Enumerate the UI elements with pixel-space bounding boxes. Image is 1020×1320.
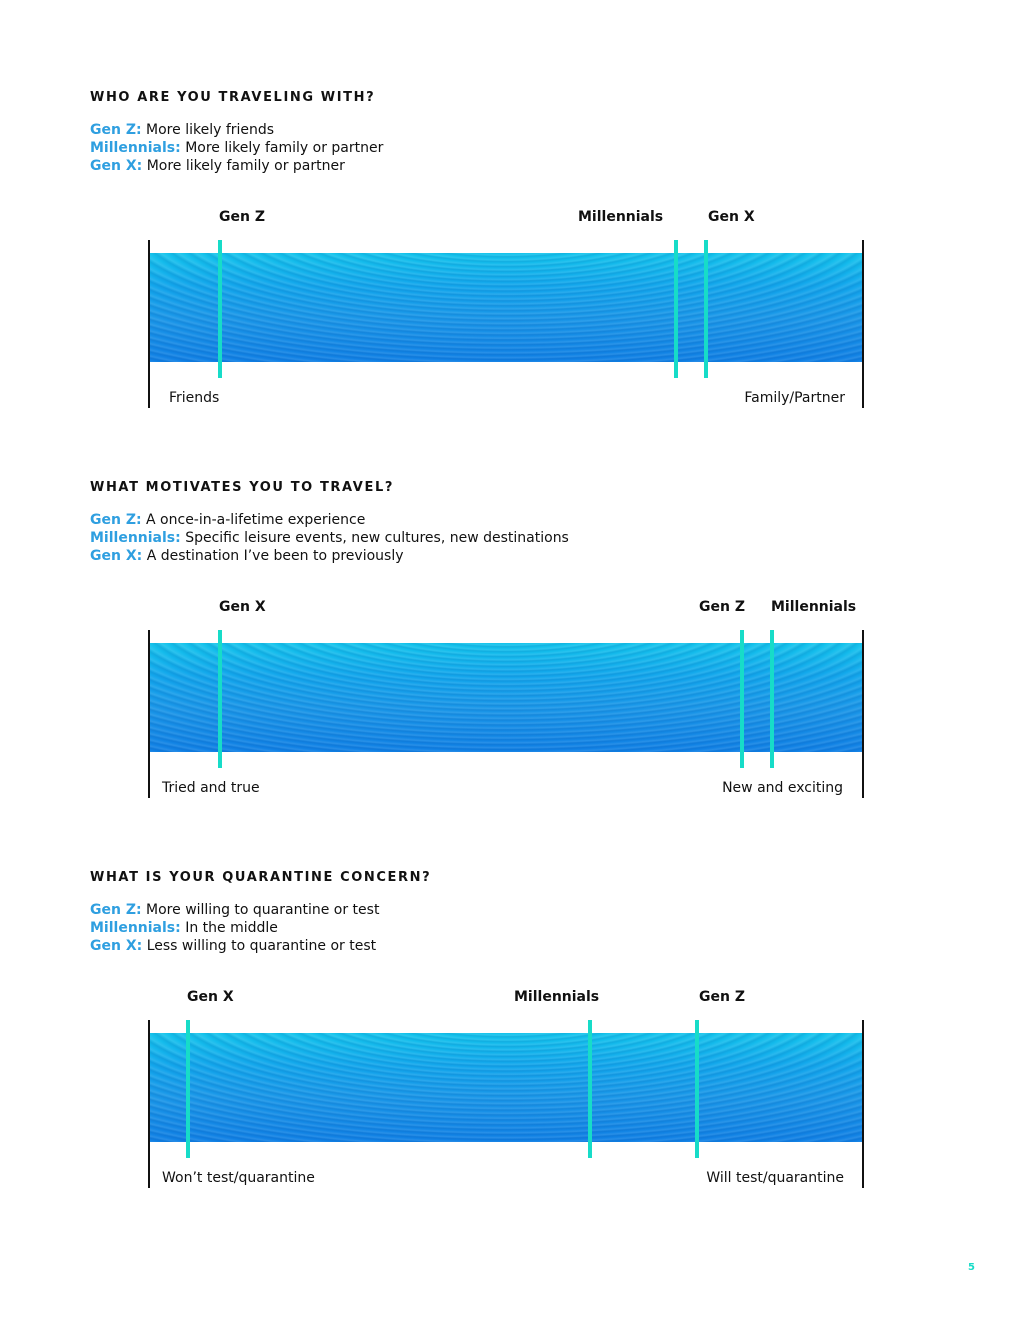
axis-left-label: Friends [169, 390, 220, 406]
summary-text: More likely family or partner [185, 140, 384, 156]
spectrum-right-end [862, 240, 864, 408]
spectrum-right-end [862, 630, 864, 798]
summary-line-millennials [90, 529, 569, 547]
summary-line-millennials [90, 139, 383, 157]
marker-gen-x [704, 240, 708, 378]
marker-gen-z [740, 630, 744, 768]
spectrum-bar [149, 1033, 863, 1142]
section-heading: WHO ARE YOU TRAVELING WITH? [90, 90, 376, 105]
marker-millennials [588, 1020, 592, 1158]
generation-summary [90, 901, 379, 955]
gen-x-label: Gen X: [90, 938, 143, 954]
gen-x-label: Gen X: [90, 548, 143, 564]
gen-z-label: Gen Z: [90, 512, 142, 528]
millennials-label: Millennials: [90, 530, 181, 546]
section-heading: WHAT IS YOUR QUARANTINE CONCERN? [90, 870, 432, 885]
generation-summary [90, 121, 383, 175]
gen-z-label: Gen Z: [90, 122, 142, 138]
marker-gen-x [186, 1020, 190, 1158]
marker-label-gen-z: Gen Z [699, 599, 745, 615]
millennials-label: Millennials: [90, 140, 181, 156]
section-motivation [0, 480, 1020, 870]
summary-line-gen-z [90, 901, 379, 919]
marker-millennials [674, 240, 678, 378]
page-number: 5 [968, 1262, 975, 1273]
marker-label-gen-z: Gen Z [219, 209, 265, 225]
spectrum-left-end [148, 240, 150, 408]
summary-text: In the middle [185, 920, 278, 936]
marker-gen-z [695, 1020, 699, 1158]
marker-millennials [770, 630, 774, 768]
summary-line-gen-x [90, 937, 379, 955]
summary-text: A destination I’ve been to previously [146, 548, 404, 564]
spectrum-left-end [148, 630, 150, 798]
axis-right-label: New and exciting [722, 780, 843, 796]
marker-label-gen-x: Gen X [219, 599, 266, 615]
axis-left-label: Tried and true [162, 780, 260, 796]
section-heading: WHAT MOTIVATES YOU TO TRAVEL? [90, 480, 394, 495]
summary-text: More likely friends [146, 122, 275, 138]
summary-text: Less willing to quarantine or test [146, 938, 377, 954]
spectrum-bar [149, 643, 863, 752]
marker-gen-x [218, 630, 222, 768]
summary-text: A once-in-a-lifetime experience [146, 512, 366, 528]
marker-label-millennials: Millennials [578, 209, 664, 225]
summary-text: Specific leisure events, new cultures, new destinations [185, 530, 569, 546]
gen-z-label: Gen Z: [90, 902, 142, 918]
summary-line-millennials [90, 919, 379, 937]
summary-line-gen-x [90, 157, 383, 175]
marker-label-gen-x: Gen X [708, 209, 755, 225]
summary-line-gen-x [90, 547, 569, 565]
gen-x-label: Gen X: [90, 158, 143, 174]
marker-gen-z [218, 240, 222, 378]
marker-label-millennials: Millennials [771, 599, 857, 615]
summary-line-gen-z [90, 121, 383, 139]
millennials-label: Millennials: [90, 920, 181, 936]
spectrum-left-end [148, 1020, 150, 1188]
section-traveling-with [0, 90, 1020, 480]
summary-line-gen-z [90, 511, 569, 529]
spectrum-bar [149, 253, 863, 362]
section-quarantine [0, 870, 1020, 1260]
axis-right-label: Family/Partner [744, 390, 845, 406]
marker-label-millennials: Millennials [514, 989, 600, 1005]
spectrum-right-end [862, 1020, 864, 1188]
summary-text: More willing to quarantine or test [146, 902, 380, 918]
summary-text: More likely family or partner [146, 158, 345, 174]
axis-left-label: Won’t test/quarantine [162, 1170, 315, 1186]
marker-label-gen-x: Gen X [187, 989, 234, 1005]
generation-summary [90, 511, 569, 565]
axis-right-label: Will test/quarantine [706, 1170, 844, 1186]
marker-label-gen-z: Gen Z [699, 989, 745, 1005]
